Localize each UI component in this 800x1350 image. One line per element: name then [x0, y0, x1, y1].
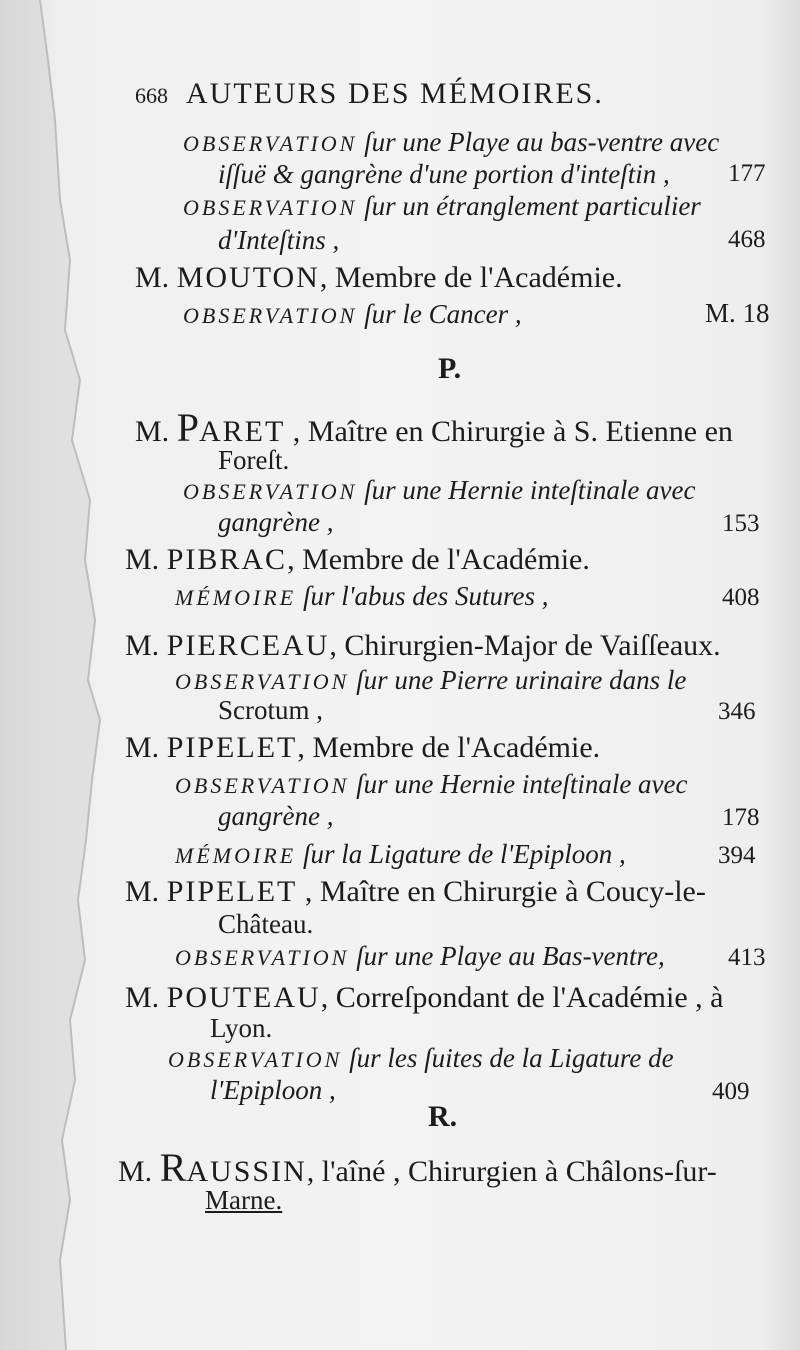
author-heading: M. PARET , Maître en Chirurgie à S. Etienne en	[135, 405, 733, 450]
entry-observation-line: d'Inteſtins ,	[218, 225, 340, 255]
entry-observation-line: OBSERVATION ſur les ſuites de la Ligature de	[168, 1043, 674, 1073]
page-reference: 177	[728, 160, 766, 187]
entry-observation-line: OBSERVATION ſur une Hernie inteſtinale avec	[183, 475, 696, 505]
page-reference: 153	[722, 510, 760, 537]
page-reference: 178	[722, 804, 760, 831]
entry-observation-line: iſſuë & gangrène d'une portion d'inteſtin ,	[218, 159, 670, 189]
entry-observation-line: OBSERVATION ſur un étranglement particulier	[183, 191, 701, 221]
page-reference: 409	[712, 1078, 750, 1105]
entry-observation-line: gangrène ,	[218, 801, 334, 831]
author-heading: M. PIBRAC, Membre de l'Académie.	[125, 543, 590, 576]
running-header	[135, 78, 604, 112]
page-reference: 408	[722, 584, 760, 611]
entry-memoire-line: MÉMOIRE ſur l'abus des Sutures ,	[175, 581, 549, 611]
author-heading-cont: Foreſt.	[218, 445, 290, 475]
entry-observation-line: OBSERVATION ſur une Hernie inteſtinale avec	[175, 769, 688, 799]
page-reference: M. 18	[705, 298, 770, 328]
section-letter-r: R.	[428, 1100, 458, 1133]
author-heading: M. PIPELET, Membre de l'Académie.	[125, 731, 601, 764]
author-heading: M. POUTEAU, Correſpondant de l'Académie , à	[125, 981, 724, 1014]
entry-observation-line: Scrotum ,	[218, 695, 323, 725]
page-reference: 413	[728, 944, 766, 971]
entry-observation-line: OBSERVATION ſur le Cancer ,	[183, 299, 522, 329]
entry-observation-line: OBSERVATION ſur une Pierre urinaire dans le	[175, 665, 687, 695]
author-heading: M. MOUTON, Membre de l'Académie.	[135, 261, 623, 294]
page-reference: 394	[718, 842, 756, 869]
author-heading-cont: Lyon.	[210, 1013, 273, 1043]
entry-observation-line: OBSERVATION ſur une Playe au Bas-ventre,	[175, 941, 665, 971]
author-heading: M. PIERCEAU, Chirurgien-Major de Vaiſſeaux.	[125, 629, 721, 662]
author-heading: M. PIPELET , Maître en Chirurgie à Coucy-le-	[125, 875, 706, 908]
author-heading: M. RAUSSIN, l'aîné , Chirurgien à Châlons-ſur-	[118, 1145, 717, 1190]
header-title: AUTEURS DES MÉMOIRES.	[186, 77, 604, 110]
entry-observation-line: gangrène ,	[218, 507, 334, 537]
page-number: 668	[135, 83, 168, 108]
author-heading-cont: Château.	[218, 909, 314, 939]
entry-observation-line: OBSERVATION ſur une Playe au bas-ventre avec	[183, 127, 720, 157]
page-reference: 468	[728, 226, 766, 253]
entry-memoire-line: MÉMOIRE ſur la Ligature de l'Epiploon ,	[175, 839, 626, 869]
entry-observation-line: l'Epiploon ,	[210, 1075, 336, 1105]
author-heading-cont: Marne.	[205, 1185, 283, 1215]
page-reference: 346	[718, 698, 756, 725]
section-letter-p: P.	[438, 352, 462, 385]
